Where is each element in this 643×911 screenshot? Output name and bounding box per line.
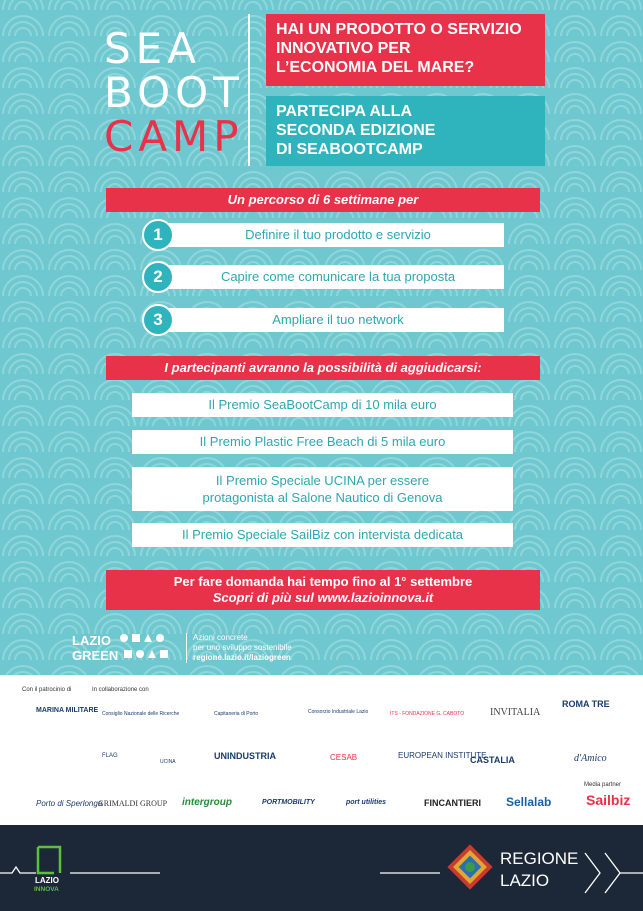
sponsor-logo: ROMA TRE	[562, 699, 610, 709]
sponsor-logo: UNINDUSTRIA	[214, 751, 276, 761]
hero-question-line: L’ECONOMIA DEL MARE?	[276, 59, 475, 76]
regione-line: REGIONE	[500, 849, 579, 868]
lazio-line: LAZIO	[500, 871, 550, 890]
logo-boot: BOOT	[104, 68, 244, 117]
sponsor-logo: intergroup	[182, 797, 232, 808]
sponsor-logo: ITS - FONDAZIONE G. CABOTO	[390, 711, 465, 717]
hero-call-box	[266, 96, 545, 166]
hero-question-box	[266, 14, 545, 86]
hero-call-line: PARTECIPA ALLA	[276, 103, 412, 120]
step-text: Ampliare il tuo network	[158, 308, 504, 332]
sponsor-logo: FLAG	[102, 753, 118, 759]
lazio-green-logo	[72, 632, 182, 664]
sponsor-logo: CESAB	[330, 753, 358, 762]
prize-line: Il Premio Plastic Free Beach di 5 mila euro	[199, 434, 446, 449]
sponsor-logo: PORTMOBILITY	[262, 799, 315, 806]
sponsor-logo: Sailbiz	[586, 792, 631, 808]
sponsor-logo: Consiglio Nazionale delle Ricerche	[102, 711, 180, 717]
step-text: Definire il tuo prodotto e servizio	[158, 223, 504, 247]
sponsor-logo: d'Amico	[574, 753, 607, 764]
tagline-line: per uno sviluppo sostenibile	[193, 643, 292, 652]
sponsor-logo: Porto di Sperlonga	[36, 799, 103, 808]
collaboration-label: In collaborazione con	[92, 687, 149, 693]
hero-question-line: HAI UN PRODOTTO O SERVIZIO	[276, 21, 522, 38]
sponsor-section	[0, 675, 643, 825]
sponsor-logo: FINCANTIERI	[424, 798, 481, 808]
logo-sea: SEA	[104, 24, 201, 73]
sponsor-logo: MARINA MILITARE	[36, 707, 99, 714]
lazio-green-line1: LAZIO	[72, 633, 111, 648]
prize-item	[132, 430, 513, 454]
lazio-innova-line2: INNOVA	[34, 886, 59, 893]
logo-camp: CAMP	[104, 112, 244, 161]
footer	[0, 825, 643, 911]
patronage-label: Con il patrocinio di	[22, 687, 72, 693]
sponsor-logo: CASTALIA	[470, 755, 515, 765]
step-text: Capire come comunicare la tua proposta	[158, 265, 504, 289]
lazio-green-url[interactable]: regione.lazio.it/laziogreen	[193, 653, 291, 662]
prize-item	[132, 467, 513, 511]
prize-line: Il Premio Speciale SailBiz con intervista dedicata	[181, 527, 464, 542]
step-number: 2	[142, 261, 174, 293]
prizes-banner: I partecipanti avranno la possibilità di aggiudicarsi:	[106, 356, 540, 380]
step-1	[142, 220, 504, 252]
prize-item	[132, 523, 513, 547]
sponsor-logo: INVITALIA	[490, 707, 541, 718]
green-pictograms-icon	[120, 634, 168, 658]
lazio-green-line2: GREEN	[72, 648, 119, 663]
lazio-green-tagline	[186, 633, 292, 663]
media-partner-label: Media partner	[584, 782, 622, 788]
deadline-banner	[106, 570, 540, 610]
prize-line: Il Premio SeaBootCamp di 10 mila euro	[208, 397, 437, 412]
sponsor-logo: UCINA	[160, 759, 176, 765]
hero-call-line: DI SEABOOTCAMP	[276, 141, 423, 158]
step-2	[142, 262, 504, 294]
prize-line: protagonista al Salone Nautico di Genova	[202, 490, 443, 505]
lazio-innova-line1: LAZIO	[35, 876, 59, 885]
website-link[interactable]: Scopri di più sul www.lazioinnova.it	[212, 590, 434, 605]
hero-call-line: SECONDA EDIZIONE	[276, 122, 436, 139]
deadline-text: Per fare domanda hai tempo fino al 1° settembre	[173, 574, 473, 589]
step-3	[142, 305, 504, 337]
prize-line: Il Premio Speciale UCINA per essere	[215, 473, 430, 488]
step-number: 3	[142, 304, 174, 336]
prize-item	[132, 393, 513, 417]
sponsor-logo: EUROPEAN INSTITUTE	[398, 751, 487, 760]
logo-divider	[248, 14, 250, 166]
footer-line-decoration	[0, 825, 643, 911]
sponsor-logo: Consorzio Industriale Lazio	[308, 709, 369, 715]
tagline-line: Azioni concrete	[193, 633, 248, 642]
sponsor-logo: GRIMALDI GROUP	[98, 799, 168, 808]
sponsor-logo: port utilities	[346, 799, 387, 806]
step-number: 1	[142, 219, 174, 251]
sponsor-logo: Sellalab	[506, 795, 552, 809]
sponsor-logo: Capitaneria di Porto	[214, 711, 259, 717]
path-banner: Un percorso di 6 settimane per	[106, 188, 540, 212]
hero-question-line: INNOVATIVO PER	[276, 40, 411, 57]
